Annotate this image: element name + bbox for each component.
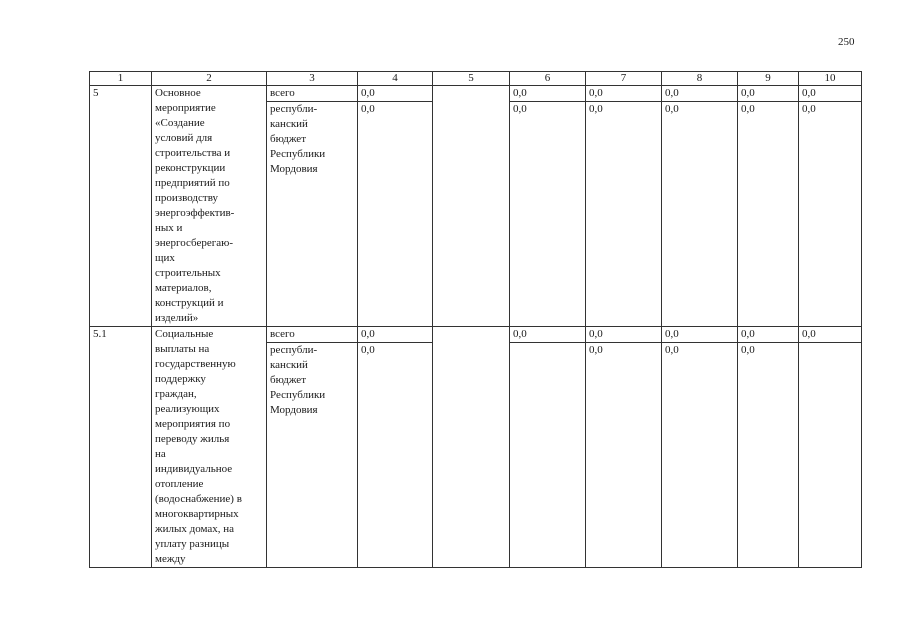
- value-cell: 0,0: [586, 327, 662, 343]
- value-cell: 0,0: [738, 102, 799, 327]
- value-cell: 0,0: [662, 102, 738, 327]
- value-cell: 0,0: [738, 327, 799, 343]
- value-cell: [433, 343, 510, 568]
- value-cell: 0,0: [662, 327, 738, 343]
- value-cell: 0,0: [586, 86, 662, 102]
- value-cell: 0,0: [358, 343, 433, 568]
- value-cell: 0,0: [358, 86, 433, 102]
- col-header-1: 1: [90, 72, 152, 86]
- total-label: всего: [267, 327, 358, 343]
- col-header-10: 10: [799, 72, 862, 86]
- col-header-2: 2: [152, 72, 267, 86]
- value-cell: [510, 343, 586, 568]
- col-header-8: 8: [662, 72, 738, 86]
- value-cell: 0,0: [358, 327, 433, 343]
- source-label: республи- канский бюджет Республики Мордовия: [267, 343, 358, 568]
- total-label: всего: [267, 86, 358, 102]
- row-number: 5: [90, 86, 152, 327]
- table-row: [90, 327, 862, 343]
- table-row: [90, 86, 862, 102]
- row-number: 5.1: [90, 327, 152, 568]
- value-cell: 0,0: [738, 343, 799, 568]
- col-header-4: 4: [358, 72, 433, 86]
- value-cell: [799, 343, 862, 568]
- source-label: республи- канский бюджет Республики Мордовия: [267, 102, 358, 327]
- value-cell: 0,0: [358, 102, 433, 327]
- measure-name: Социальные выплаты на государственную поддержку граждан, реализующих мероприятия по переводу жилья на индивидуальное отопление (водоснабжение) в многоквартирных жилых домах, на уплату разницы между: [152, 327, 267, 568]
- value-cell: 0,0: [510, 86, 586, 102]
- value-cell: 0,0: [510, 102, 586, 327]
- col-header-9: 9: [738, 72, 799, 86]
- value-cell: 0,0: [799, 102, 862, 327]
- col-header-7: 7: [586, 72, 662, 86]
- value-cell: [433, 102, 510, 327]
- budget-table: [89, 71, 862, 568]
- value-cell: 0,0: [510, 327, 586, 343]
- value-cell: 0,0: [799, 86, 862, 102]
- value-cell: 0,0: [586, 343, 662, 568]
- col-header-5: 5: [433, 72, 510, 86]
- col-header-3: 3: [267, 72, 358, 86]
- value-cell: 0,0: [738, 86, 799, 102]
- value-cell: 0,0: [586, 102, 662, 327]
- page-number: 250: [838, 36, 855, 48]
- value-cell: [433, 327, 510, 343]
- value-cell: 0,0: [799, 327, 862, 343]
- measure-name: Основное мероприятие «Создание условий для строительства и реконструкции предприятий по производству энергоэффектив- ных и энергосберегаю- щих строительных материалов, конструкций и изделий»: [152, 86, 267, 327]
- header-row: [90, 72, 862, 86]
- col-header-6: 6: [510, 72, 586, 86]
- value-cell: [433, 86, 510, 102]
- value-cell: 0,0: [662, 343, 738, 568]
- value-cell: 0,0: [662, 86, 738, 102]
